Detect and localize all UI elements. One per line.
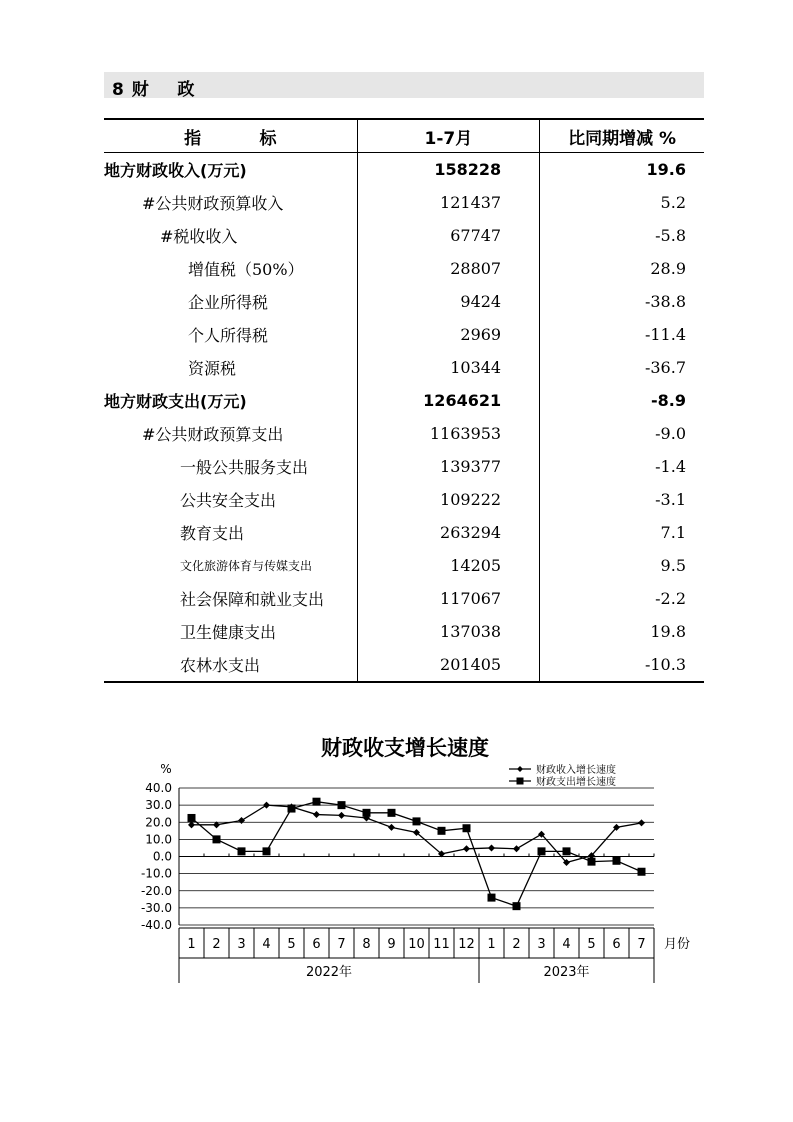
row-change-pct: -1.4 <box>655 457 686 476</box>
row-value: 28807 <box>357 252 539 285</box>
y-tick-label: 0.0 <box>152 849 172 864</box>
row-change-pct: -36.7 <box>644 358 686 377</box>
data-point-revenue <box>238 817 245 824</box>
x-axis-label: 月份 <box>664 937 691 952</box>
row-change-pct: 7.1 <box>660 523 686 542</box>
chart-title: 财政收支增长速度 <box>321 736 489 760</box>
year-label: 2022年 <box>305 965 353 980</box>
row-indicator-name: 卫生健康支出 <box>104 615 357 648</box>
row-change-pct: 19.6 <box>646 160 686 179</box>
data-point-expenditure <box>463 824 471 832</box>
row-indicator-name: 农林水支出 <box>104 648 357 682</box>
data-point-expenditure <box>213 835 221 843</box>
year-label: 2023年 <box>543 965 590 980</box>
x-tick-label: 5 <box>587 937 596 952</box>
row-change-pct: -8.9 <box>651 391 686 410</box>
data-point-expenditure <box>413 817 421 825</box>
row-change-pct: -10.3 <box>540 648 704 682</box>
row-change-pct: -3.1 <box>655 490 686 509</box>
row-change-pct: -11.4 <box>644 325 686 344</box>
section-title: 8 财 政 <box>112 80 196 100</box>
row-value: 1264621 <box>357 384 539 417</box>
header-indicator-part2: 标 <box>259 128 277 149</box>
row-indicator-name: 社会保障和就业支出 <box>104 582 357 615</box>
row-indicator-name: 公共安全支出 <box>104 483 357 516</box>
x-tick-label: 2 <box>512 937 521 952</box>
x-tick-label: 7 <box>337 937 346 952</box>
legend-label: 财政收入增长速度 <box>536 765 616 776</box>
y-tick-label: 30.0 <box>145 798 172 813</box>
legend-label: 财政支出增长速度 <box>536 777 616 788</box>
row-value: 109222 <box>357 483 539 516</box>
row-value: 14205 <box>357 549 539 582</box>
x-tick-label: 8 <box>362 937 371 952</box>
x-tick-label: 4 <box>562 937 571 952</box>
data-point-expenditure <box>513 902 521 910</box>
data-point-revenue <box>513 845 520 852</box>
data-point-expenditure <box>438 827 446 835</box>
row-value: 139377 <box>357 450 539 483</box>
row-indicator-name: 企业所得税 <box>104 285 357 318</box>
data-point-revenue <box>388 824 395 831</box>
x-tick-label: 7 <box>637 937 646 952</box>
row-value: 121437 <box>357 186 539 219</box>
data-point-expenditure <box>288 805 296 813</box>
row-indicator-name: 地方财政支出(万元) <box>104 384 357 417</box>
x-tick-label: 11 <box>433 937 450 952</box>
data-point-revenue <box>488 844 495 851</box>
data-point-expenditure <box>563 847 571 855</box>
row-value: 137038 <box>357 615 539 648</box>
row-indicator-name: 资源税 <box>104 351 357 384</box>
x-tick-label: 2 <box>212 937 221 952</box>
x-tick-label: 12 <box>458 937 475 952</box>
data-point-expenditure <box>538 847 546 855</box>
row-change-pct: -9.0 <box>655 424 686 443</box>
row-indicator-name: #税收收入 <box>104 219 357 252</box>
row-value: 117067 <box>357 582 539 615</box>
y-tick-label: 20.0 <box>145 815 172 830</box>
data-point-revenue <box>638 819 645 826</box>
data-point-revenue <box>463 845 470 852</box>
y-tick-label: -20.0 <box>140 883 172 898</box>
row-change-pct: 9.5 <box>660 556 686 575</box>
data-point-expenditure <box>263 847 271 855</box>
row-indicator-name: #公共财政预算支出 <box>104 417 357 450</box>
y-tick-label: 10.0 <box>145 832 172 847</box>
row-value: 10344 <box>357 351 539 384</box>
y-tick-label: -40.0 <box>140 918 172 932</box>
x-tick-label: 3 <box>237 937 246 952</box>
x-tick-label: 5 <box>287 937 296 952</box>
row-value: 1163953 <box>357 417 539 450</box>
data-point-expenditure <box>488 894 496 902</box>
row-value: 67747 <box>357 219 539 252</box>
row-value: 2969 <box>357 318 539 351</box>
data-point-expenditure <box>338 801 346 809</box>
data-point-expenditure <box>613 857 621 865</box>
y-tick-label: 40.0 <box>145 781 172 795</box>
x-tick-label: 4 <box>262 937 271 952</box>
row-change-pct: 28.9 <box>650 259 686 278</box>
data-point-revenue <box>263 802 270 809</box>
row-indicator-name: #公共财政预算收入 <box>104 186 357 219</box>
header-indicator-part1: 指 <box>184 128 202 149</box>
row-change-pct: -5.8 <box>655 226 686 245</box>
data-point-expenditure <box>588 858 596 866</box>
row-indicator-name: 一般公共服务支出 <box>104 450 357 483</box>
row-indicator-name: 个人所得税 <box>104 318 357 351</box>
row-value: 201405 <box>357 648 539 682</box>
y-axis-label: % <box>160 762 172 776</box>
legend-marker <box>517 766 523 772</box>
data-point-expenditure <box>313 798 321 806</box>
row-change-pct: 5.2 <box>660 193 686 212</box>
x-tick-label: 1 <box>487 937 496 952</box>
data-point-expenditure <box>238 847 246 855</box>
header-change: 比同期增减 % <box>540 119 704 153</box>
x-tick-label: 6 <box>612 937 621 952</box>
row-indicator-name: 文化旅游体育与传媒支出 <box>104 549 357 582</box>
header-period: 1-7月 <box>357 119 539 153</box>
x-tick-label: 1 <box>187 937 196 952</box>
row-indicator-name: 教育支出 <box>104 516 357 549</box>
data-point-expenditure <box>188 814 196 822</box>
row-indicator-name: 增值税（50%） <box>104 252 357 285</box>
data-point-revenue <box>313 811 320 818</box>
x-tick-label: 10 <box>408 937 425 952</box>
row-indicator-name: 地方财政收入(万元) <box>104 153 357 187</box>
row-value: 263294 <box>357 516 539 549</box>
x-tick-label: 6 <box>312 937 321 952</box>
data-point-expenditure <box>388 809 396 817</box>
legend-marker <box>517 778 524 785</box>
row-value: 158228 <box>357 153 539 187</box>
row-change-pct: 19.8 <box>650 622 686 641</box>
row-value: 9424 <box>357 285 539 318</box>
data-point-expenditure <box>363 809 371 817</box>
y-tick-label: -10.0 <box>140 866 172 881</box>
data-point-expenditure <box>638 868 646 876</box>
x-tick-label: 3 <box>537 937 546 952</box>
x-tick-label: 9 <box>387 937 396 952</box>
row-change-pct: -38.8 <box>644 292 686 311</box>
row-change-pct: -2.2 <box>655 589 686 608</box>
y-tick-label: -30.0 <box>140 900 172 915</box>
data-point-revenue <box>338 812 345 819</box>
